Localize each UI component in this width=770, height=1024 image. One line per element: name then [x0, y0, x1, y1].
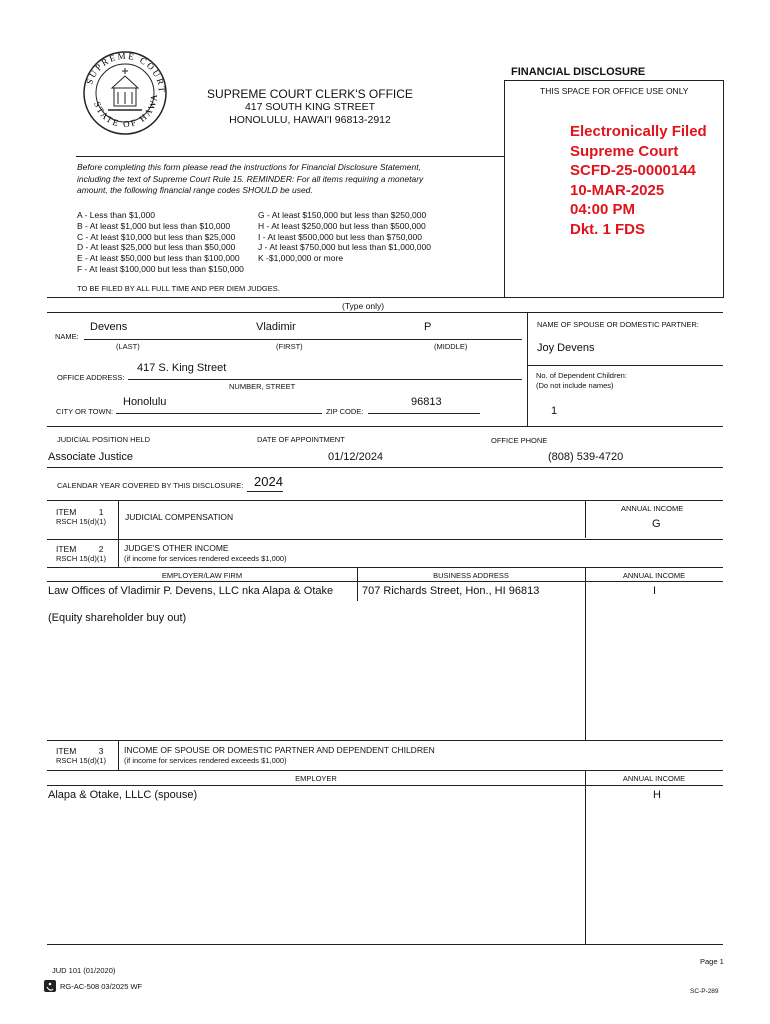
range-code: H - At least $250,000 but less than $500,000: [258, 220, 426, 231]
instructions-text: [77, 162, 423, 197]
item1-title: JUDICIAL COMPENSATION: [125, 512, 234, 522]
range-code: K -$1,000,000 or more: [258, 253, 344, 264]
item3-subtitle: (if income for services rendered exceeds $1,000): [124, 756, 287, 765]
item3-rule: RSCH 15(d)(1): [56, 756, 107, 765]
instructions-line: amount, the following financial range codes SHOULD be used.: [77, 185, 313, 195]
item-number: 3: [98, 746, 104, 756]
range-code: G - At least $150,000 but less than $250,000: [258, 210, 427, 220]
print-code: RG-AC-508 03/2025 WF: [60, 982, 143, 991]
position-label: JUDICIAL POSITION HELD: [57, 435, 151, 444]
divider: [528, 365, 723, 366]
middle-name-field[interactable]: P: [424, 321, 432, 333]
appointment-label: DATE OF APPOINTMENT: [257, 435, 345, 444]
range-code: A - Less than $1,000: [77, 210, 155, 220]
employer-label: EMPLOYER/LAW FIRM: [161, 571, 243, 580]
divider: [585, 567, 586, 740]
divider: [47, 297, 723, 298]
item3-income-field[interactable]: H: [653, 789, 661, 801]
item2-label: [56, 544, 103, 554]
instructions-line: including the text of Supreme Court Rule 15. REMINDER: For all items requiring a monetary: [77, 173, 424, 184]
divider: [47, 312, 723, 313]
type-only-label: (Type only): [342, 301, 385, 311]
divider: [47, 770, 723, 771]
stamp-line5: 04:00 PM: [570, 201, 636, 218]
appointment-field[interactable]: 01/12/2024: [328, 451, 384, 463]
item2-title: JUDGE'S OTHER INCOME: [124, 543, 229, 553]
item-label: ITEM: [56, 507, 77, 517]
last-name-field[interactable]: Devens: [90, 321, 128, 333]
item3-title: INCOME OF SPOUSE OR DOMESTIC PARTNER AND DEPENDENT CHILDREN: [124, 745, 435, 755]
divider: [47, 581, 723, 582]
sc-code: SC-P-289: [690, 988, 719, 995]
accessibility-icon: [44, 980, 56, 992]
divider: [47, 426, 723, 427]
item2-subtitle: (if income for services rendered exceeds $1,000): [124, 554, 287, 563]
divider: [118, 538, 119, 567]
spouse-label: NAME OF SPOUSE OR DOMESTIC PARTNER:: [537, 320, 699, 329]
divider: [47, 944, 723, 945]
divider: [527, 312, 528, 426]
form-title: FINANCIAL DISCLOSURE: [511, 66, 646, 78]
year-underline: [247, 491, 283, 492]
divider: [76, 156, 504, 157]
divider: [118, 500, 119, 538]
calendar-year-field[interactable]: 2024: [254, 474, 283, 489]
range-code: I - At least $500,000 but less than $750,000: [258, 231, 422, 242]
page-number: Page 1: [700, 957, 724, 966]
first-label: (FIRST): [276, 342, 303, 351]
stamp-line4: 10-MAR-2025: [570, 181, 665, 199]
dependents-label-line: No. of Dependent Children:: [536, 371, 627, 380]
middle-label: (MIDDLE): [434, 342, 468, 351]
address-underline: [128, 379, 522, 380]
name-underline: [84, 339, 522, 340]
zip-underline: [368, 413, 480, 414]
item2-income-field[interactable]: I: [653, 585, 657, 597]
range-code: J - At least $750,000 but less than $1,000,000: [258, 242, 431, 253]
business-address-label: BUSINESS ADDRESS: [433, 571, 509, 580]
office-address-line2: HONOLULU, HAWAI'I 96813-2912: [229, 114, 391, 126]
divider: [585, 500, 586, 538]
divider: [47, 567, 723, 568]
form-code: JUD 101 (01/2020): [52, 966, 116, 975]
calendar-year-label: CALENDAR YEAR COVERED BY THIS DISCLOSURE:: [57, 481, 244, 490]
item-label: ITEM: [56, 544, 77, 554]
divider: [118, 740, 119, 770]
seal-icon: [82, 50, 168, 136]
phone-field[interactable]: (808) 539-4720: [548, 451, 624, 463]
item-number: 1: [98, 507, 104, 517]
range-code: E - At least $50,000 but less than $100,000: [77, 253, 240, 264]
zip-label: ZIP CODE:: [326, 407, 364, 416]
range-codes-left: [77, 210, 244, 275]
divider: [47, 785, 723, 786]
stamp-line2: Supreme Court: [570, 142, 679, 160]
item2-note-field[interactable]: (Equity shareholder buy out): [48, 612, 187, 624]
range-code: D - At least $25,000 but less than $50,000: [77, 242, 236, 253]
divider: [357, 567, 358, 601]
item2-rule: RSCH 15(d)(1): [56, 554, 107, 563]
item-label: ITEM: [56, 746, 77, 756]
item2-income-label: ANNUAL INCOME: [622, 571, 686, 580]
filing-stamp: [570, 122, 707, 239]
dependents-label: [536, 371, 627, 391]
range-code: F - At least $100,000 but less than $150,000: [77, 263, 244, 274]
city-label: CITY OR TOWN:: [56, 407, 114, 416]
svg-text:STATE OF HAWAII: STATE OF HAWA: [91, 92, 160, 130]
number-street-label: NUMBER, STREET: [229, 382, 296, 391]
court-seal: [82, 50, 168, 136]
stamp-line3: SCFD-25-0000144: [570, 162, 696, 179]
position-field[interactable]: Associate Justice: [48, 451, 133, 463]
svg-text:SUPREME COURT: SUPREME COURT: [84, 50, 168, 95]
item1-income-label: ANNUAL INCOME: [621, 504, 684, 513]
divider: [47, 740, 723, 741]
office-address-line1: 417 SOUTH KING STREET: [244, 101, 376, 113]
first-name-field[interactable]: Vladimir: [256, 321, 296, 333]
phone-label: OFFICE PHONE: [491, 436, 548, 445]
dependents-count-field[interactable]: 1: [551, 405, 558, 417]
office-name: SUPREME COURT CLERK'S OFFICE: [207, 87, 413, 101]
item3-income-label: ANNUAL INCOME: [622, 774, 686, 783]
city-underline: [116, 413, 322, 414]
range-codes-right: [258, 210, 431, 264]
item1-label: [56, 507, 103, 517]
stamp-line1: Electronically Filed: [570, 123, 707, 140]
business-address-field[interactable]: 707 Richards Street, Hon., HI 96813: [362, 585, 540, 597]
item3-employer-field[interactable]: Alapa & Otake, LLLC (spouse): [48, 789, 198, 801]
divider: [585, 770, 586, 944]
item-number: 2: [98, 544, 104, 554]
office-use-label: THIS SPACE FOR OFFICE USE ONLY: [540, 86, 689, 96]
item3-label: [56, 746, 103, 756]
range-code: B - At least $1,000 but less than $10,000: [77, 220, 231, 231]
zip-field[interactable]: 96813: [411, 396, 442, 408]
last-label: (LAST): [116, 342, 140, 351]
office-address-field[interactable]: 417 S. King Street: [137, 362, 227, 374]
name-label: NAME:: [55, 332, 79, 341]
filed-by-note: TO BE FILED BY ALL FULL TIME AND PER DIEM JUDGES.: [77, 284, 280, 293]
spouse-name-field[interactable]: Joy Devens: [537, 342, 595, 354]
item1-rule: RSCH 15(d)(1): [56, 517, 107, 526]
dependents-label-line: (Do not include names): [536, 381, 614, 390]
employer-field[interactable]: Law Offices of Vladimir P. Devens, LLC nka Alapa & Otake: [48, 585, 334, 597]
divider: [47, 467, 723, 468]
stamp-line6: Dkt. 1 FDS: [570, 220, 646, 238]
city-field[interactable]: Honolulu: [123, 396, 167, 408]
range-code: C - At least $10,000 but less than $25,000: [77, 231, 236, 242]
instructions-line: Before completing this form please read the instructions for Financial Disclosure Statement,: [77, 162, 421, 172]
item1-income-field[interactable]: G: [652, 518, 661, 530]
item3-employer-label: EMPLOYER: [295, 774, 337, 783]
office-address-label: OFFICE ADDRESS:: [57, 373, 125, 382]
